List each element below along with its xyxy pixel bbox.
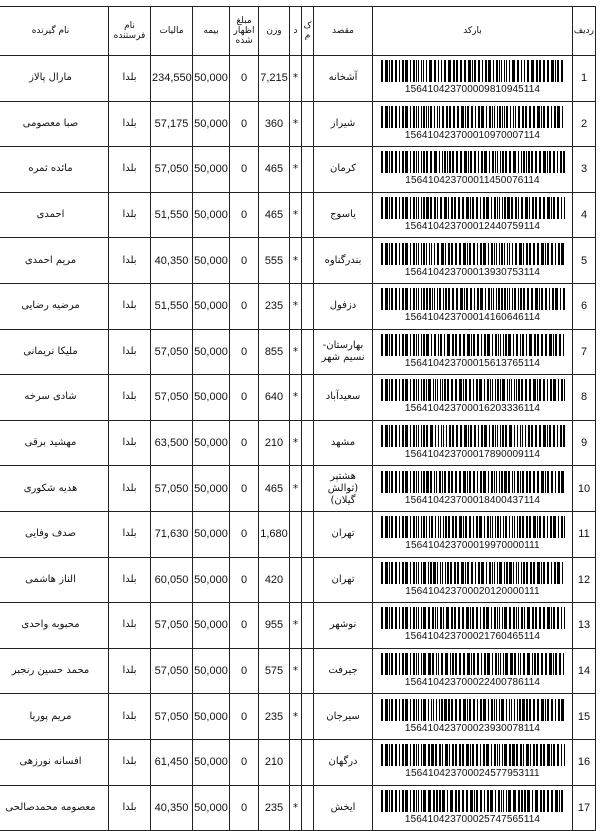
barcode-number: 156410423700025747565114 [404,813,541,825]
tax-cell: 234,550 [151,56,193,102]
tax-cell: 57,050 [151,694,193,740]
tax-cell: 60,050 [151,557,193,603]
barcode-number: 156410423700018400437114 [404,494,541,506]
header-destination: مقصد [314,7,373,56]
km-cell [302,101,314,147]
header-barcode: بارکد [373,7,573,56]
barcode-number: 156410423700022400786114 [404,677,541,689]
barcode-cell [373,557,573,603]
sender-cell: بلدا [109,101,151,147]
sender-cell: بلدا [109,648,151,694]
km-cell [302,56,314,102]
insurance-cell: 50,000 [193,785,230,831]
km-cell [302,557,314,603]
row-number: 13 [573,603,596,649]
barcode-number: 156410423700024577953111 [405,768,540,780]
weight-cell: 575 [259,648,290,694]
receiver-cell: معصومه محمدصالحی [0,785,109,831]
table-row [0,238,596,284]
barcode-cell [373,648,573,694]
km-cell [302,329,314,375]
barcode-number: 156410423700014160646114 [404,312,541,324]
declared-value-cell: 0 [230,694,259,740]
table-row [0,147,596,193]
row-number: 11 [573,511,596,557]
barcode-number: 156410423700013930753114 [404,266,541,278]
barcode-image [381,334,565,356]
tax-cell: 57,175 [151,101,193,147]
barcode-image [381,516,565,538]
weight-cell: 235 [259,283,290,329]
d-cell: * [290,283,302,329]
weight-cell: 955 [259,603,290,649]
barcode-number: 156410423700023930078114 [404,722,541,734]
barcode-image [381,562,565,584]
header-insurance: بیمه [193,7,230,56]
tax-cell: 71,630 [151,511,193,557]
table-row [0,603,596,649]
km-cell [302,420,314,466]
receiver-cell: ملیکا نریمانی [0,329,109,375]
table-row [0,283,596,329]
declared-value-cell: 0 [230,603,259,649]
d-cell [290,511,302,557]
tax-cell: 57,050 [151,466,193,512]
header-d: د [290,7,302,56]
row-number: 15 [573,694,596,740]
barcode-image [381,106,565,128]
barcode-cell [373,192,573,238]
declared-value-cell: 0 [230,739,259,785]
insurance-cell: 50,000 [193,511,230,557]
barcode-number: 156410423700016203336114 [404,403,541,415]
sender-cell: بلدا [109,511,151,557]
table-row [0,466,596,512]
table-row [0,101,596,147]
d-cell: * [290,147,302,193]
d-cell: * [290,192,302,238]
barcode-image [381,790,565,812]
destination-cell: ایخش [314,785,373,831]
declared-value-cell: 0 [230,101,259,147]
tax-cell: 63,500 [151,420,193,466]
weight-cell: 210 [259,739,290,785]
sender-cell: بلدا [109,603,151,649]
receiver-cell: احمدی [0,192,109,238]
table-row [0,557,596,603]
declared-value-cell: 0 [230,329,259,375]
row-number: 9 [573,420,596,466]
declared-value-cell: 0 [230,192,259,238]
declared-value-cell: 0 [230,420,259,466]
row-number: 5 [573,238,596,284]
header-receiver: نام گیرنده [0,7,109,56]
barcode-image [381,607,565,629]
barcode-image [381,288,565,310]
tax-cell: 40,350 [151,785,193,831]
shipment-table [0,6,596,831]
d-cell: * [290,329,302,375]
table-row [0,739,596,785]
header-tax: مالیات [151,7,193,56]
receiver-cell: الناز هاشمی [0,557,109,603]
destination-cell: مشهد [314,420,373,466]
d-cell: * [290,238,302,284]
table-row [0,785,596,831]
weight-cell: 465 [259,147,290,193]
declared-value-cell: 0 [230,147,259,193]
declared-value-cell: 0 [230,56,259,102]
barcode-cell [373,466,573,512]
row-number: 14 [573,648,596,694]
receiver-cell: هدیه شکوری [0,466,109,512]
barcode-number: 156410423700017890009114 [404,449,541,461]
insurance-cell: 50,000 [193,101,230,147]
weight-cell: 465 [259,466,290,512]
receiver-cell: مریم پوریا [0,694,109,740]
barcode-number: 156410423700009810945114 [404,84,541,96]
header-row-number: ردیف [573,7,596,56]
weight-cell: 465 [259,192,290,238]
receiver-cell: افسانه نورزهی [0,739,109,785]
barcode-number: 156410423700011450076114 [405,175,540,187]
sender-cell: بلدا [109,375,151,421]
barcode-image [381,197,565,219]
row-number: 6 [573,283,596,329]
sender-cell: بلدا [109,466,151,512]
weight-cell: 360 [259,101,290,147]
destination-cell: بندرگناوه [314,238,373,284]
destination-cell: جیرفت [314,648,373,694]
table-row [0,375,596,421]
km-cell [302,466,314,512]
receiver-cell: صبا معصومی [0,101,109,147]
tax-cell: 61,450 [151,739,193,785]
barcode-cell [373,147,573,193]
barcode-cell [373,101,573,147]
table-row [0,329,596,375]
barcode-image [381,243,565,265]
tax-cell: 57,050 [151,375,193,421]
barcode-cell [373,283,573,329]
insurance-cell: 50,000 [193,147,230,193]
d-cell [290,557,302,603]
insurance-cell: 50,000 [193,375,230,421]
shipment-list-sheet [0,6,600,831]
km-cell [302,192,314,238]
barcode-number: 156410423700010970007114 [404,129,541,141]
km-cell [302,283,314,329]
insurance-cell: 50,000 [193,466,230,512]
tax-cell: 51,550 [151,192,193,238]
row-number: 8 [573,375,596,421]
d-cell: * [290,694,302,740]
barcode-cell [373,375,573,421]
destination-cell: سیرجان [314,694,373,740]
barcode-image [381,744,565,766]
declared-value-cell: 0 [230,238,259,284]
km-cell [302,648,314,694]
declared-value-cell: 0 [230,466,259,512]
insurance-cell: 50,000 [193,56,230,102]
weight-cell: 210 [259,420,290,466]
barcode-cell [373,511,573,557]
row-number: 3 [573,147,596,193]
row-number: 7 [573,329,596,375]
insurance-cell: 50,000 [193,238,230,284]
sender-cell: بلدا [109,420,151,466]
row-number: 1 [573,56,596,102]
d-cell: * [290,420,302,466]
barcode-image [381,471,565,493]
receiver-cell: مرضیه رضایی [0,283,109,329]
km-cell [302,694,314,740]
barcode-cell [373,420,573,466]
row-number: 4 [573,192,596,238]
weight-cell: 1,680 [259,511,290,557]
header-sender: نام فرستنده [109,7,151,56]
barcode-image [381,425,565,447]
table-row [0,648,596,694]
declared-value-cell: 0 [230,511,259,557]
barcode-image [381,151,565,173]
sender-cell: بلدا [109,283,151,329]
destination-cell: یاسوج [314,192,373,238]
destination-cell: تهران [314,557,373,603]
row-number: 16 [573,739,596,785]
tax-cell: 57,050 [151,648,193,694]
weight-cell: 235 [259,785,290,831]
insurance-cell: 50,000 [193,283,230,329]
weight-cell: 235 [259,694,290,740]
barcode-number: 156410423700021760465114 [404,631,541,643]
km-cell [302,603,314,649]
barcode-image [381,699,565,721]
destination-cell: کرمان [314,147,373,193]
declared-value-cell: 0 [230,283,259,329]
barcode-cell [373,694,573,740]
receiver-cell: مهشید برقی [0,420,109,466]
weight-cell: 420 [259,557,290,603]
d-cell: * [290,603,302,649]
km-cell [302,785,314,831]
sender-cell: بلدا [109,192,151,238]
table-row [0,511,596,557]
row-number: 12 [573,557,596,603]
row-number: 2 [573,101,596,147]
row-number: 17 [573,785,596,831]
insurance-cell: 50,000 [193,603,230,649]
tax-cell: 57,050 [151,147,193,193]
barcode-cell [373,603,573,649]
receiver-cell: محبوبه واحدی [0,603,109,649]
tax-cell: 57,050 [151,603,193,649]
d-cell: * [290,375,302,421]
barcode-cell [373,56,573,102]
receiver-cell: شادی سرخه [0,375,109,421]
destination-cell: سعیدآباد [314,375,373,421]
insurance-cell: 50,000 [193,329,230,375]
barcode-cell [373,785,573,831]
barcode-image [381,653,565,675]
tax-cell: 40,350 [151,238,193,284]
destination-cell: درگهان [314,739,373,785]
insurance-cell: 50,000 [193,557,230,603]
tax-cell: 51,550 [151,283,193,329]
table-row [0,192,596,238]
destination-cell: نوشهر [314,603,373,649]
weight-cell: 555 [259,238,290,284]
barcode-number: 156410423700020120000111 [405,585,540,597]
d-cell: * [290,466,302,512]
table-row [0,694,596,740]
insurance-cell: 50,000 [193,192,230,238]
receiver-cell: مریم احمدی [0,238,109,284]
declared-value-cell: 0 [230,785,259,831]
sender-cell: بلدا [109,56,151,102]
table-body [0,56,596,831]
sender-cell: بلدا [109,785,151,831]
destination-cell: آشخانه [314,56,373,102]
header-weight: وزن [259,7,290,56]
destination-cell: شیراز [314,101,373,147]
insurance-cell: 50,000 [193,648,230,694]
km-cell [302,147,314,193]
km-cell [302,238,314,284]
tax-cell: 57,050 [151,329,193,375]
row-number: 10 [573,466,596,512]
header-km: ک م [302,7,314,56]
destination-cell: بهارستان- نسیم شهر [314,329,373,375]
declared-value-cell: 0 [230,648,259,694]
receiver-cell: صدف وفایی [0,511,109,557]
declared-value-cell: 0 [230,375,259,421]
barcode-number: 156410423700015613765114 [404,357,541,369]
header-row [0,7,596,56]
sender-cell: بلدا [109,694,151,740]
sender-cell: بلدا [109,557,151,603]
table-row [0,420,596,466]
insurance-cell: 50,000 [193,739,230,785]
header-declared-value: مبلغ اظهار شده [230,7,259,56]
sender-cell: بلدا [109,329,151,375]
barcode-number: 156410423700019970000111 [405,540,540,552]
d-cell [290,739,302,785]
barcode-number: 156410423700012440759114 [404,221,541,233]
destination-cell: تهران [314,511,373,557]
weight-cell: 7,215 [259,56,290,102]
d-cell: * [290,785,302,831]
sender-cell: بلدا [109,147,151,193]
table-row [0,56,596,102]
destination-cell: هشتپر (توالش گیلان) [314,466,373,512]
sender-cell: بلدا [109,739,151,785]
barcode-image [381,60,565,82]
receiver-cell: مائده ثمره [0,147,109,193]
km-cell [302,739,314,785]
barcode-image [381,379,565,401]
d-cell: * [290,101,302,147]
weight-cell: 855 [259,329,290,375]
receiver-cell: محمد حسین رنجبر [0,648,109,694]
km-cell [302,375,314,421]
declared-value-cell: 0 [230,557,259,603]
d-cell: * [290,648,302,694]
barcode-cell [373,329,573,375]
insurance-cell: 50,000 [193,694,230,740]
barcode-cell [373,739,573,785]
receiver-cell: مارال پالاز [0,56,109,102]
d-cell: * [290,56,302,102]
sender-cell: بلدا [109,238,151,284]
destination-cell: دزفول [314,283,373,329]
barcode-cell [373,238,573,284]
weight-cell: 640 [259,375,290,421]
insurance-cell: 50,000 [193,420,230,466]
km-cell [302,511,314,557]
